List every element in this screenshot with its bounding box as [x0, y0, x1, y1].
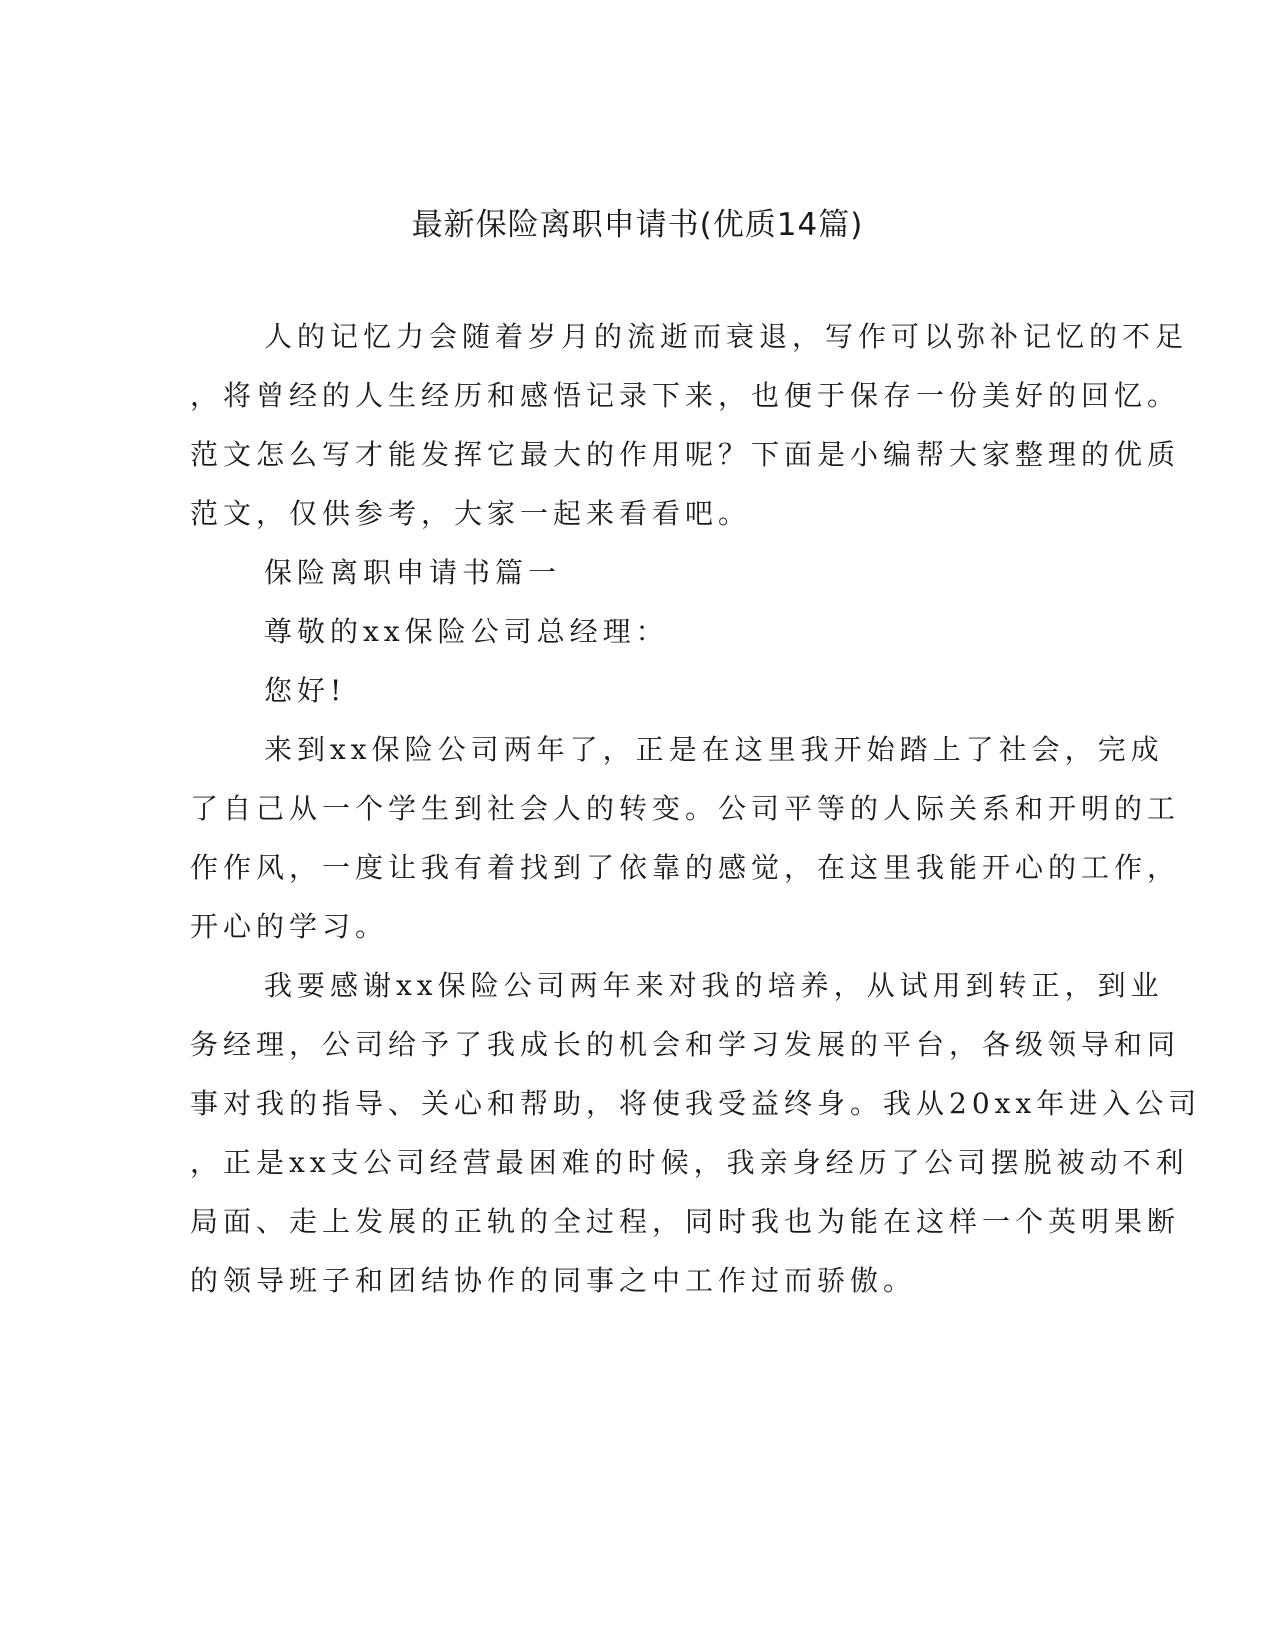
salutation: 尊敬的xx保险公司总经理：: [264, 615, 669, 648]
text-line-14: 事对我的指导、关心和帮助，将使我受益终身。我从20xx年进入公司: [190, 1087, 1202, 1120]
greeting: 您好!: [264, 674, 347, 707]
document-title: 最新保险离职申请书(优质14篇): [411, 207, 864, 243]
text-line-17: 的领导班子和团结协作的同事之中工作过而骄傲。: [190, 1264, 917, 1297]
text-line-3: 范文怎么写才能发挥它最大的作用呢？下面是小编帮大家整理的优质: [190, 438, 1181, 471]
text-line-9: 了自己从一个学生到社会人的转变。公司平等的人际关系和开明的工: [190, 792, 1181, 825]
section-heading: 保险离职申请书篇一: [264, 556, 562, 589]
text-line-15: ，正是xx支公司经营最困难的时候，我亲身经历了公司摆脱被动不利: [190, 1146, 1189, 1179]
text-line-10: 作作风，一度让我有着找到了依靠的感觉，在这里我能开心的工作，: [190, 851, 1181, 884]
text-line-11: 开心的学习。: [190, 910, 389, 943]
text-line-16: 局面、走上发展的正轨的全过程，同时我也为能在这样一个英明果断: [190, 1205, 1181, 1238]
text-line-4: 范文，仅供参考，大家一起来看看吧。: [190, 497, 752, 530]
text-line-13: 务经理，公司给予了我成长的机会和学习发展的平台，各级领导和同: [190, 1028, 1181, 1061]
text-line-1: 人的记忆力会随着岁月的流逝而衰退，写作可以弥补记忆的不足: [264, 320, 1189, 353]
text-line-8: 来到xx保险公司两年了，正是在这里我开始踏上了社会，完成: [264, 733, 1164, 766]
text-line-12: 我要感谢xx保险公司两年来对我的培养，从试用到转正，到业: [264, 969, 1164, 1002]
text-line-2: ，将曾经的人生经历和感悟记录下来，也便于保存一份美好的回忆。: [190, 379, 1181, 412]
